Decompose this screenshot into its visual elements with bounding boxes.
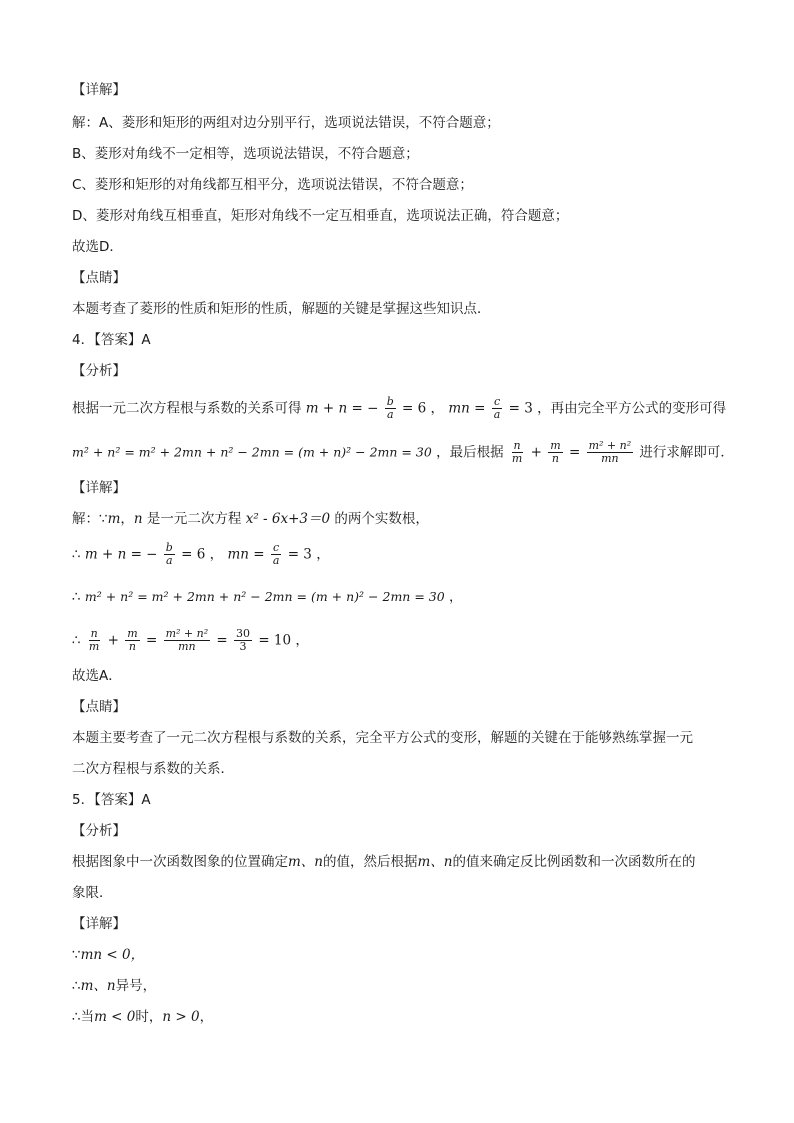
denominator: mn xyxy=(178,640,196,653)
analysis-header: 【分析】 xyxy=(72,363,126,379)
text: ，最后根据 xyxy=(436,444,504,461)
text: ， xyxy=(199,1009,214,1025)
numerator: m xyxy=(550,439,561,452)
equation: x² - 6x+3＝0 xyxy=(245,511,331,527)
formula: m² + n² = m² + 2mn + n² − 2mn = (m + n)² − 2mn = 30 xyxy=(72,444,432,460)
fraction xyxy=(492,396,503,421)
denominator: n xyxy=(551,452,559,465)
formula: mn = xyxy=(448,400,486,417)
because-symbol: ∵ xyxy=(72,947,81,963)
q5-analysis-line-2: 象限． xyxy=(72,885,113,901)
formula: = 3 xyxy=(287,546,312,563)
fraction xyxy=(271,542,282,567)
q4-detail-line-2 xyxy=(72,542,330,567)
formula: mn < 0， xyxy=(80,947,145,963)
q3-solution-line-b: B、菱形对角线不一定相等，选项说法错误，不符合题意； xyxy=(72,146,419,162)
text: 的值，然后根据 xyxy=(323,854,418,870)
text: ， xyxy=(316,546,330,563)
numerator: b xyxy=(165,541,173,554)
detail-header: 【详解】 xyxy=(72,916,126,932)
numerator: m xyxy=(127,627,138,640)
equals: = xyxy=(145,632,158,649)
q3-solution-line-d: D、菱形对角线互相垂直，矩形对角线不一定互相垂直，选项说法正确，符合题意； xyxy=(72,208,569,224)
q4-detail-line-4 xyxy=(72,628,309,653)
therefore-symbol: ∴ xyxy=(72,632,81,649)
formula: m < 0 xyxy=(94,1009,136,1025)
q4-choice: 故选A． xyxy=(72,668,122,684)
numerator: n xyxy=(513,439,521,452)
fraction xyxy=(164,628,211,653)
q3-comment: 本题考查了菱形的性质和矩形的性质，解题的关键是掌握这些知识点． xyxy=(72,301,491,317)
text: ， xyxy=(120,511,134,527)
fraction xyxy=(234,628,252,653)
detail-header: 【详解】 xyxy=(72,480,126,496)
equals: = xyxy=(216,632,228,649)
text: 时， xyxy=(135,1009,163,1025)
text: 当 xyxy=(80,1009,95,1025)
q4-comment-line-1: 本题主要考查了一元二次方程根与系数的关系，完全平方公式的变形，解题的关键在于能够熟练掌握一元 xyxy=(72,730,693,746)
comment-header: 【点睛】 xyxy=(72,699,126,715)
text: 的值来确定反比例函数和一次函数所在的 xyxy=(452,854,696,870)
q4-detail-line-3 xyxy=(72,587,462,607)
fraction xyxy=(125,628,139,653)
fraction xyxy=(87,628,101,653)
numerator: b xyxy=(386,395,394,408)
text: ， xyxy=(209,546,224,563)
q3-solution-line-a: 解：A、菱形和矩形的两组对边分别平行，选项说法错误，不符合题意； xyxy=(72,115,500,131)
text: ，再由完全平方公式的变形可得 xyxy=(537,400,727,417)
variables: m、n xyxy=(417,854,453,870)
numerator: n xyxy=(90,627,98,640)
plus: + xyxy=(530,444,542,461)
variable: m xyxy=(107,511,121,527)
text: ， xyxy=(448,589,463,605)
fraction xyxy=(510,440,524,465)
equals: = xyxy=(568,444,581,461)
q5-detail-line-1 xyxy=(72,945,144,965)
fraction xyxy=(385,396,396,421)
formula: = 6 xyxy=(181,546,206,563)
denominator: 3 xyxy=(239,640,247,653)
q4-detail-line-1 xyxy=(72,509,429,529)
q5-detail-line-2 xyxy=(72,976,156,996)
therefore-symbol: ∴ xyxy=(72,589,81,605)
denominator: m xyxy=(511,452,523,465)
text: 根据图象中一次函数图象的位置确定 xyxy=(72,854,288,870)
analysis-header: 【分析】 xyxy=(72,823,126,839)
therefore-symbol: ∴ xyxy=(72,546,81,563)
numerator: m² + n² xyxy=(588,439,632,452)
q5-answer: 5．【答案】A xyxy=(72,792,151,808)
fraction xyxy=(548,440,562,465)
detail-header: 【详解】 xyxy=(72,82,126,98)
comment-header: 【点睛】 xyxy=(72,270,126,286)
formula: m + n = − xyxy=(305,400,379,417)
text: ， xyxy=(430,400,445,417)
formula: = 6 xyxy=(402,400,427,417)
formula: m + n = − xyxy=(84,546,158,563)
numerator: m² + n² xyxy=(165,627,209,640)
formula: = 3 xyxy=(508,400,533,417)
q4-analysis-line-1 xyxy=(72,396,726,421)
denominator: m xyxy=(88,640,100,653)
numerator: c xyxy=(493,395,501,408)
variables: m、n xyxy=(80,978,116,994)
q3-choice: 故选D． xyxy=(72,239,123,255)
text: 异号， xyxy=(115,978,157,994)
denominator: a xyxy=(493,408,501,421)
text: 的两个实数根， xyxy=(334,511,429,527)
fraction xyxy=(164,542,175,567)
therefore-symbol: ∴ xyxy=(72,1009,81,1025)
text: 是一元二次方程 xyxy=(146,511,242,527)
plus: + xyxy=(107,632,119,649)
denominator: n xyxy=(128,640,136,653)
denominator: a xyxy=(272,554,280,567)
q5-analysis-line-1 xyxy=(72,852,696,872)
q3-solution-line-c: C、菱形和矩形的对角线都互相平分，选项说法错误，不符合题意； xyxy=(72,177,473,193)
variable: n xyxy=(133,511,143,527)
denominator: a xyxy=(166,554,173,567)
fraction xyxy=(587,440,634,465)
variables: m、n xyxy=(288,854,323,870)
q4-analysis-line-2 xyxy=(72,440,734,465)
formula: mn = xyxy=(227,546,265,563)
numerator: 30 xyxy=(236,627,251,640)
denominator: a xyxy=(386,408,394,421)
formula: m² + n² = m² + 2mn + n² − 2mn = (m + n)² − 2mn = 30 xyxy=(84,589,445,604)
text: 根据一元二次方程根与系数的关系可得 xyxy=(72,400,302,417)
denominator: mn xyxy=(601,452,619,465)
q4-answer: 4．【答案】A xyxy=(72,332,151,348)
formula: = 10 xyxy=(258,632,292,649)
q4-comment-line-2: 二次方程根与系数的关系． xyxy=(72,761,234,777)
text: 解：∵ xyxy=(72,511,108,527)
text: 进行求解即可． xyxy=(639,444,734,461)
numerator: c xyxy=(273,541,280,554)
q5-detail-line-3 xyxy=(72,1007,213,1027)
text: ， xyxy=(295,632,309,649)
therefore-symbol: ∴ xyxy=(72,978,81,994)
formula: n > 0 xyxy=(162,1009,200,1025)
